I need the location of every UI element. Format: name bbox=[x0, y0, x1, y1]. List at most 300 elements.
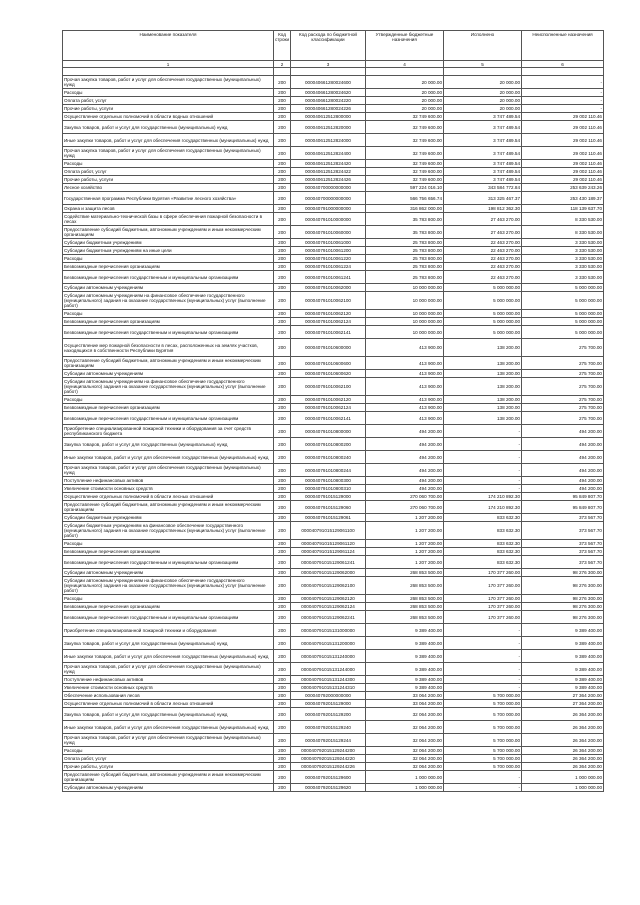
table-row bbox=[63, 255, 604, 263]
row-line-code: 200 bbox=[274, 663, 291, 676]
row-unexecuted: 1 000 000.00 bbox=[522, 784, 604, 792]
row-line-code: 200 bbox=[274, 168, 291, 176]
row-executed: 27 463 270.00 bbox=[444, 226, 522, 239]
row-unexecuted: 26 364 200.00 bbox=[522, 721, 604, 734]
row-approved: 413 900.00 bbox=[366, 412, 444, 425]
row-name: Осуществление отдельных полномочий в области лесных отношений bbox=[63, 700, 274, 708]
row-kbk: 000040791010061000 bbox=[291, 239, 366, 247]
row-executed: 833 632.30 bbox=[444, 514, 522, 522]
table-row bbox=[63, 548, 604, 556]
row-executed: 22 463 270.00 bbox=[444, 271, 522, 284]
row-executed: 138 200.00 bbox=[444, 370, 522, 378]
table-row bbox=[63, 637, 604, 650]
row-line-code: 200 bbox=[274, 263, 291, 271]
row-name: Расходы bbox=[63, 160, 274, 168]
row-approved: 9 389 400.00 bbox=[366, 676, 444, 684]
row-name: Расходы bbox=[63, 540, 274, 548]
table-row bbox=[63, 477, 604, 485]
row-executed: 3 747 489.54 bbox=[444, 147, 522, 160]
row-approved: 32 749 600.00 bbox=[366, 160, 444, 168]
table-row bbox=[63, 747, 604, 755]
row-name: Охрана и защита лесов bbox=[63, 205, 274, 213]
table-row bbox=[63, 425, 604, 438]
row-kbk: 000040791010800200 bbox=[291, 438, 366, 451]
row-kbk: 000040791015129062124 bbox=[291, 603, 366, 611]
header-name: Наименование показателя bbox=[63, 31, 274, 61]
table-row bbox=[63, 692, 604, 700]
row-kbk: 000040791015129061124 bbox=[291, 548, 366, 556]
row-kbk: 000040612512824400 bbox=[291, 147, 366, 160]
row-kbk: 000040792015129244 bbox=[291, 734, 366, 747]
row-line-code bbox=[274, 68, 291, 76]
row-executed bbox=[444, 68, 522, 76]
row-approved: 494 200.00 bbox=[366, 451, 444, 464]
row-name: Безвозмездные перечисления организациям bbox=[63, 263, 274, 271]
row-name: Государственная программа Республики Бурятия «Развитие лесного хозяйства» bbox=[63, 192, 274, 205]
row-name: Безвозмездные перечисления государственным и муниципальным организациям bbox=[63, 271, 274, 284]
table-row bbox=[63, 147, 604, 160]
row-kbk: 000040791010800300 bbox=[291, 477, 366, 485]
row-unexecuted: 29 002 110.46 bbox=[522, 113, 604, 121]
row-line-code: 200 bbox=[274, 147, 291, 160]
row-unexecuted: 98 276 300.00 bbox=[522, 595, 604, 603]
row-line-code: 200 bbox=[274, 603, 291, 611]
row-executed: 170 377 260.00 bbox=[444, 577, 522, 595]
row-line-code: 200 bbox=[274, 755, 291, 763]
table-row bbox=[63, 263, 604, 271]
row-name: Оплата работ, услуг bbox=[63, 97, 274, 105]
header-unexecuted: Неисполненные назначения bbox=[522, 31, 604, 61]
row-kbk: 000040791015131200000 bbox=[291, 637, 366, 650]
row-name: Осуществление отдельных полномочий в области лесных отношений bbox=[63, 493, 274, 501]
row-name: Субсидии автономным учреждениям bbox=[63, 569, 274, 577]
row-unexecuted: - bbox=[522, 105, 604, 113]
row-line-code: 200 bbox=[274, 247, 291, 255]
row-unexecuted: 26 364 200.00 bbox=[522, 708, 604, 721]
row-approved: 1 000 000.00 bbox=[366, 771, 444, 784]
row-executed: 5 700 000.00 bbox=[444, 755, 522, 763]
row-name: Безвозмездные перечисления организациям bbox=[63, 603, 274, 611]
row-kbk: 000040791010600000 bbox=[291, 339, 366, 357]
row-executed: 20 000.00 bbox=[444, 76, 522, 89]
row-unexecuted: 275 700.00 bbox=[522, 378, 604, 396]
row-approved: 494 200.00 bbox=[366, 464, 444, 477]
row-executed: 138 200.00 bbox=[444, 357, 522, 370]
row-line-code: 200 bbox=[274, 357, 291, 370]
table-row bbox=[63, 755, 604, 763]
row-name: Закупка товаров, работ и услуг для государственных (муниципальных) нужд bbox=[63, 438, 274, 451]
row-unexecuted: 9 389 400.00 bbox=[522, 650, 604, 663]
table-row bbox=[63, 184, 604, 192]
row-kbk: 000040791015131244000 bbox=[291, 663, 366, 676]
table-row bbox=[63, 205, 604, 213]
row-line-code: 200 bbox=[274, 556, 291, 569]
row-executed: 313 325 467.37 bbox=[444, 192, 522, 205]
row-line-code: 200 bbox=[274, 784, 291, 792]
row-line-code: 200 bbox=[274, 676, 291, 684]
table-row bbox=[63, 239, 604, 247]
row-approved: 32 064 200.00 bbox=[366, 755, 444, 763]
row-name: Иные закупки товаров, работ и услуг для обеспечения государственных (муниципальных) нужд bbox=[63, 650, 274, 663]
row-approved: 1 207 200.00 bbox=[366, 514, 444, 522]
header-line-code: Код строки bbox=[274, 31, 291, 61]
row-name: Расходы bbox=[63, 747, 274, 755]
row-line-code: 200 bbox=[274, 637, 291, 650]
row-name: Безвозмездные перечисления государственным и муниципальным организациям bbox=[63, 556, 274, 569]
row-approved: 25 783 800.00 bbox=[366, 239, 444, 247]
row-approved: 9 389 400.00 bbox=[366, 624, 444, 637]
row-approved: 9 389 400.00 bbox=[366, 650, 444, 663]
row-executed: 138 200.00 bbox=[444, 339, 522, 357]
row-kbk: 000040791010061200 bbox=[291, 247, 366, 255]
table-row bbox=[63, 378, 604, 396]
row-line-code: 200 bbox=[274, 121, 291, 134]
row-kbk: 000040612512824420 bbox=[291, 160, 366, 168]
row-line-code: 200 bbox=[274, 205, 291, 213]
row-executed: 27 463 270.00 bbox=[444, 213, 522, 226]
row-approved: 9 389 400.00 bbox=[366, 663, 444, 676]
row-line-code: 200 bbox=[274, 271, 291, 284]
row-approved: 20 000.00 bbox=[366, 105, 444, 113]
row-kbk: 000040791015129060 bbox=[291, 501, 366, 514]
row-unexecuted: 26 364 200.00 bbox=[522, 734, 604, 747]
table-row bbox=[63, 213, 604, 226]
row-executed: - bbox=[444, 477, 522, 485]
budget-table bbox=[62, 30, 604, 792]
row-line-code: 200 bbox=[274, 97, 291, 105]
table-row bbox=[63, 113, 604, 121]
row-approved: 494 200.00 bbox=[366, 425, 444, 438]
row-approved: 9 389 400.00 bbox=[366, 684, 444, 692]
row-approved: 32 064 200.00 bbox=[366, 708, 444, 721]
row-unexecuted: 5 000 000.00 bbox=[522, 310, 604, 318]
table-row bbox=[63, 663, 604, 676]
row-approved: 10 000 000.00 bbox=[366, 326, 444, 339]
row-executed: 22 463 270.00 bbox=[444, 263, 522, 271]
row-executed: 174 210 892.30 bbox=[444, 501, 522, 514]
row-approved: 270 060 700.00 bbox=[366, 493, 444, 501]
row-unexecuted: 29 002 110.46 bbox=[522, 160, 604, 168]
table-row bbox=[63, 771, 604, 784]
row-kbk: 000040791015131244310 bbox=[291, 684, 366, 692]
row-executed: 198 812 362.30 bbox=[444, 205, 522, 213]
table-row bbox=[63, 357, 604, 370]
column-number: 2 bbox=[274, 61, 291, 68]
row-line-code: 200 bbox=[274, 548, 291, 556]
row-line-code: 200 bbox=[274, 76, 291, 89]
row-name: Иные закупки товаров, работ и услуг для обеспечения государственных (муниципальных) нужд bbox=[63, 721, 274, 734]
row-approved: 25 783 800.00 bbox=[366, 263, 444, 271]
row-approved: 20 000.00 bbox=[366, 97, 444, 105]
row-executed: 138 200.00 bbox=[444, 396, 522, 404]
row-line-code: 200 bbox=[274, 213, 291, 226]
row-name: Приобретение специализированной пожарной техники и оборудования за счет средств республиканского бюджета bbox=[63, 425, 274, 438]
row-name: Расходы bbox=[63, 255, 274, 263]
row-executed: - bbox=[444, 684, 522, 692]
row-approved: 413 900.00 bbox=[366, 357, 444, 370]
row-kbk: 000040791010061224 bbox=[291, 263, 366, 271]
row-unexecuted: 3 330 530.00 bbox=[522, 263, 604, 271]
row-line-code: 200 bbox=[274, 412, 291, 425]
row-name: Расходы bbox=[63, 595, 274, 603]
column-number: 5 bbox=[444, 61, 522, 68]
row-unexecuted: 29 002 110.46 bbox=[522, 121, 604, 134]
table-row bbox=[63, 247, 604, 255]
row-name: Содействие материально-технической базы в сфере обеспечения пожарной безопасности в лесах bbox=[63, 213, 274, 226]
row-name: Прочая закупка товаров, работ и услуг для обеспечения государственных (муниципальных) нужд bbox=[63, 76, 274, 89]
row-name: Прочая закупка товаров, работ и услуг для обеспечения государственных (муниципальных) нужд bbox=[63, 464, 274, 477]
table-row bbox=[63, 192, 604, 205]
row-kbk: 000040791010800310 bbox=[291, 485, 366, 493]
row-approved: 494 200.00 bbox=[366, 485, 444, 493]
row-executed: 138 200.00 bbox=[444, 378, 522, 396]
row-unexecuted: 275 700.00 bbox=[522, 370, 604, 378]
table-row bbox=[63, 451, 604, 464]
row-executed: 5 000 000.00 bbox=[444, 310, 522, 318]
row-kbk: 000040791015129062120 bbox=[291, 595, 366, 603]
row-unexecuted: 9 389 400.00 bbox=[522, 676, 604, 684]
table-row bbox=[63, 134, 604, 147]
row-line-code: 200 bbox=[274, 239, 291, 247]
row-executed: 138 200.00 bbox=[444, 404, 522, 412]
row-unexecuted: 275 700.00 bbox=[522, 357, 604, 370]
row-name: Безвозмездные перечисления государственным и муниципальным организациям bbox=[63, 412, 274, 425]
row-kbk: 000040792000000000 bbox=[291, 692, 366, 700]
row-unexecuted: 5 000 000.00 bbox=[522, 292, 604, 310]
table-row bbox=[63, 734, 604, 747]
row-name: Субсидии автономным учреждениям bbox=[63, 370, 274, 378]
row-executed: - bbox=[444, 784, 522, 792]
row-name: Предоставление субсидий бюджетным, автономным учреждениям и иным некоммерческим организациям bbox=[63, 501, 274, 514]
row-executed: 3 747 489.54 bbox=[444, 113, 522, 121]
row-unexecuted: 275 700.00 bbox=[522, 396, 604, 404]
row-line-code: 200 bbox=[274, 577, 291, 595]
row-name: Прочие работы, услуги bbox=[63, 105, 274, 113]
row-approved: 268 853 500.00 bbox=[366, 603, 444, 611]
row-approved: 413 900.00 bbox=[366, 396, 444, 404]
row-approved: 10 000 000.00 bbox=[366, 284, 444, 292]
table-row bbox=[63, 168, 604, 176]
row-name: Оплата работ, услуг bbox=[63, 168, 274, 176]
table-row bbox=[63, 464, 604, 477]
row-executed: 5 700 000.00 bbox=[444, 763, 522, 771]
row-kbk: 000040791015129062100 bbox=[291, 577, 366, 595]
row-unexecuted: 26 364 200.00 bbox=[522, 755, 604, 763]
row-kbk: 000040791010062124 bbox=[291, 318, 366, 326]
row-executed: - bbox=[444, 464, 522, 477]
row-name: Расходы bbox=[63, 89, 274, 97]
table-row bbox=[63, 485, 604, 493]
row-line-code: 200 bbox=[274, 378, 291, 396]
row-executed: 174 210 892.30 bbox=[444, 493, 522, 501]
row-line-code: 200 bbox=[274, 326, 291, 339]
row-unexecuted: 9 389 400.00 bbox=[522, 637, 604, 650]
row-name: Увеличение стоимости основных средств bbox=[63, 485, 274, 493]
row-kbk: 000040700000000000 bbox=[291, 184, 366, 192]
row-executed: 138 200.00 bbox=[444, 412, 522, 425]
row-executed: 5 000 000.00 bbox=[444, 326, 522, 339]
row-unexecuted: 275 700.00 bbox=[522, 412, 604, 425]
row-kbk: 000040612512824422 bbox=[291, 168, 366, 176]
row-line-code: 200 bbox=[274, 747, 291, 755]
row-executed: - bbox=[444, 624, 522, 637]
row-executed: 3 747 489.54 bbox=[444, 134, 522, 147]
row-kbk: 000040792015129244200 bbox=[291, 747, 366, 755]
row-approved: 268 853 500.00 bbox=[366, 611, 444, 624]
row-name: Поступление нефинансовых активов bbox=[63, 676, 274, 684]
row-unexecuted: 98 276 300.00 bbox=[522, 603, 604, 611]
row-line-code: 200 bbox=[274, 451, 291, 464]
row-executed: 170 377 260.00 bbox=[444, 569, 522, 577]
row-kbk: 000040791010800000 bbox=[291, 425, 366, 438]
row-line-code: 200 bbox=[274, 255, 291, 263]
row-name: Субсидии автономным учреждениям bbox=[63, 784, 274, 792]
row-name: Безвозмездные перечисления организациям bbox=[63, 404, 274, 412]
table-row bbox=[63, 624, 604, 637]
row-kbk: 000040792015129600 bbox=[291, 771, 366, 784]
row-name: Безвозмездные перечисления организациям bbox=[63, 318, 274, 326]
table-row bbox=[63, 569, 604, 577]
row-line-code: 200 bbox=[274, 624, 291, 637]
row-executed: 5 000 000.00 bbox=[444, 318, 522, 326]
row-kbk: 000040791010000000 bbox=[291, 213, 366, 226]
table-row bbox=[63, 577, 604, 595]
row-kbk: 000040791015129061100 bbox=[291, 522, 366, 540]
row-kbk: 000040791010600600 bbox=[291, 357, 366, 370]
row-kbk: 000040791010062100 bbox=[291, 378, 366, 396]
row-unexecuted: 3 330 530.00 bbox=[522, 271, 604, 284]
table-row bbox=[63, 76, 604, 89]
table-row bbox=[63, 339, 604, 357]
row-name: Закупка товаров, работ и услуг для государственных (муниципальных) нужд bbox=[63, 708, 274, 721]
table-row bbox=[63, 160, 604, 168]
row-unexecuted: 9 389 400.00 bbox=[522, 624, 604, 637]
row-name: Субсидии бюджетным учреждениям на финансовое обеспечение государственного (муниципального) задания на оказание государственных (муниципальных) услуг (выполнение работ) bbox=[63, 522, 274, 540]
table-row bbox=[63, 595, 604, 603]
row-approved: 10 000 000.00 bbox=[366, 292, 444, 310]
row-executed: 5 700 000.00 bbox=[444, 747, 522, 755]
row-kbk: 000040791015131244300 bbox=[291, 676, 366, 684]
row-name: Предоставление субсидий бюджетным, автономным учреждениям и иным некоммерческим организациям bbox=[63, 771, 274, 784]
row-kbk: 000040791010600620 bbox=[291, 370, 366, 378]
row-unexecuted: 3 330 530.00 bbox=[522, 239, 604, 247]
row-unexecuted: 98 276 300.00 bbox=[522, 577, 604, 595]
row-approved: 32 749 600.00 bbox=[366, 168, 444, 176]
row-line-code: 200 bbox=[274, 134, 291, 147]
row-line-code: 200 bbox=[274, 425, 291, 438]
row-unexecuted: 27 364 200.00 bbox=[522, 692, 604, 700]
row-kbk: 000040791010800244 bbox=[291, 464, 366, 477]
row-approved: 1 000 000.00 bbox=[366, 784, 444, 792]
table-row bbox=[63, 603, 604, 611]
row-kbk: 000040791015129061120 bbox=[291, 540, 366, 548]
table-row bbox=[63, 412, 604, 425]
row-approved: 32 749 600.00 bbox=[366, 121, 444, 134]
row-kbk: 000040792015129244226 bbox=[291, 763, 366, 771]
row-line-code: 200 bbox=[274, 650, 291, 663]
row-approved: 413 900.00 bbox=[366, 370, 444, 378]
row-name: Иные закупки товаров, работ и услуг для обеспечения государственных (муниципальных) нужд bbox=[63, 134, 274, 147]
row-approved: 33 064 200.00 bbox=[366, 692, 444, 700]
row-approved: 32 064 200.00 bbox=[366, 721, 444, 734]
row-line-code: 200 bbox=[274, 514, 291, 522]
row-kbk: 000040612512824000 bbox=[291, 134, 366, 147]
row-unexecuted: 373 567.70 bbox=[522, 514, 604, 522]
row-kbk: 000040661280024220 bbox=[291, 97, 366, 105]
row-executed: 833 632.30 bbox=[444, 556, 522, 569]
row-unexecuted: 118 139 637.70 bbox=[522, 205, 604, 213]
table-row bbox=[63, 514, 604, 522]
row-approved: 494 200.00 bbox=[366, 438, 444, 451]
table-row bbox=[63, 284, 604, 292]
row-name: Субсидии автономным учреждениям bbox=[63, 284, 274, 292]
row-kbk: 000040791010062120 bbox=[291, 310, 366, 318]
row-approved: 32 749 600.00 bbox=[366, 176, 444, 184]
row-approved: 268 853 500.00 bbox=[366, 577, 444, 595]
row-approved: 1 207 200.00 bbox=[366, 548, 444, 556]
row-kbk: 000040661280024226 bbox=[291, 105, 366, 113]
row-unexecuted: 8 330 530.00 bbox=[522, 213, 604, 226]
row-kbk: 000040791015131000000 bbox=[291, 624, 366, 637]
table-row bbox=[63, 396, 604, 404]
row-approved: 32 064 200.00 bbox=[366, 747, 444, 755]
row-kbk: 000040792015129244220 bbox=[291, 755, 366, 763]
row-line-code: 200 bbox=[274, 396, 291, 404]
row-line-code: 200 bbox=[274, 477, 291, 485]
row-name: Безвозмездные перечисления государственным и муниципальным организациям bbox=[63, 326, 274, 339]
table-row bbox=[63, 326, 604, 339]
row-approved: 33 064 200.00 bbox=[366, 700, 444, 708]
row-approved: 32 749 600.00 bbox=[366, 113, 444, 121]
column-number: 3 bbox=[291, 61, 366, 68]
row-name: Лесное хозяйство bbox=[63, 184, 274, 192]
table-row bbox=[63, 611, 604, 624]
row-approved: 413 900.00 bbox=[366, 404, 444, 412]
row-unexecuted: 373 567.70 bbox=[522, 522, 604, 540]
row-line-code: 200 bbox=[274, 160, 291, 168]
table-row bbox=[63, 105, 604, 113]
row-approved: 566 756 656.74 bbox=[366, 192, 444, 205]
row-executed: - bbox=[444, 425, 522, 438]
table-row bbox=[63, 501, 604, 514]
row-unexecuted: 373 567.70 bbox=[522, 540, 604, 548]
table-row bbox=[63, 700, 604, 708]
row-approved: 25 783 800.00 bbox=[366, 247, 444, 255]
table-row bbox=[63, 522, 604, 540]
row-line-code: 200 bbox=[274, 771, 291, 784]
table-row bbox=[63, 68, 604, 76]
row-executed: 3 747 489.54 bbox=[444, 121, 522, 134]
row-approved: 25 783 800.00 bbox=[366, 271, 444, 284]
row-line-code: 200 bbox=[274, 292, 291, 310]
row-name: Осуществление отдельных полномочий в области водных отношений bbox=[63, 113, 274, 121]
row-approved: 413 900.00 bbox=[366, 378, 444, 396]
row-approved: 1 207 200.00 bbox=[366, 522, 444, 540]
row-line-code: 200 bbox=[274, 105, 291, 113]
row-executed: - bbox=[444, 650, 522, 663]
column-number: 1 bbox=[63, 61, 274, 68]
row-kbk bbox=[291, 68, 366, 76]
row-kbk: 000040791010062000 bbox=[291, 284, 366, 292]
row-executed: - bbox=[444, 451, 522, 464]
row-kbk: 000040791000000000 bbox=[291, 205, 366, 213]
row-executed: - bbox=[444, 637, 522, 650]
table-row bbox=[63, 97, 604, 105]
row-unexecuted: 5 000 000.00 bbox=[522, 284, 604, 292]
row-name: Обеспечение использования лесов bbox=[63, 692, 274, 700]
row-unexecuted: 29 002 110.46 bbox=[522, 147, 604, 160]
row-line-code: 200 bbox=[274, 310, 291, 318]
